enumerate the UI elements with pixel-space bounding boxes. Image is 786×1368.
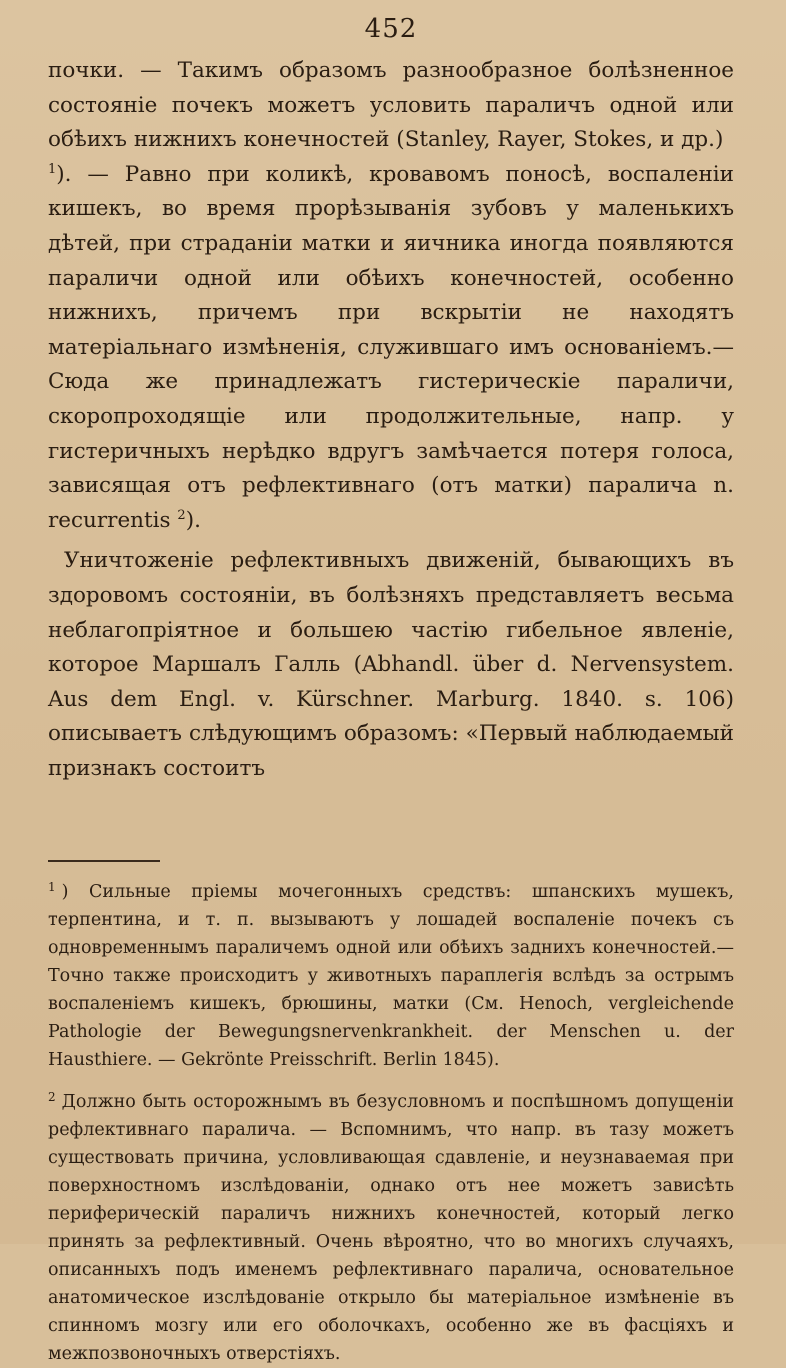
footnote-text: ) Сильные пріемы мочегонныхъ средствъ: шпанскихъ мушекъ, терпентина, и т. п. вызываютъ у лошадей воспаленіе почекъ съ одновременнымъ параличемъ одной или обѣихъ заднихъ конечностей.— Точно также происходитъ у животныхъ параплегія вслѣдъ за острымъ воспаленіемъ кишекъ, брюшины, матки (См. Henoch, vergleichende Pathologie der Bewegungsnervenkrankheit. der Menschen u. der Hausthiere. — Gekrönte Preisschrift. Berlin 1845). bbox=[48, 882, 734, 1071]
footnotes bbox=[48, 878, 734, 1368]
footnote-mark: 1 bbox=[48, 879, 56, 894]
footnote-reference: 2 bbox=[177, 507, 186, 523]
footnote-text: Должно быть осторожнымъ въ безусловномъ и поспѣшномъ допущеніи рефлективнаго паралича. — Вспомнимъ, что напр. въ тазу можетъ существовать причина, условливающая сдавленіе, и неузнаваемая при поверхностномъ изслѣдованіи, однако отъ нее можетъ зависѣть периферическій параличъ нижнихъ конечностей, который легко принять за рефлективный. Очень вѣроятно, что во многихъ случаяхъ, описанныхъ подъ именемъ рефлективнаго паралича, основательное анатомическое изслѣдованіе открыло бы матеріальное измѣненіе въ спинномъ мозгу или его оболочкахъ, особенно же въ фасціяхъ и межпозвоночныхъ отверстіяхъ. bbox=[48, 1092, 734, 1365]
paragraph-text: ). bbox=[185, 507, 201, 533]
footnote bbox=[48, 1088, 734, 1368]
paragraph-text: ). — Равно при коликѣ, кровавомъ поносѣ, воспаленіи кишекъ, во время прорѣзыванія зубовъ у маленькихъ дѣтей, при страданіи матки и яичника иногда появляются параличи одной или обѣихъ конечностей, особенно нижнихъ, причемъ при вскрытіи не находятъ матеріальнаго измѣненія, служившаго имъ основаніемъ.—Сюда же принадлежатъ гистерическіе параличи, скоропроходящіе или продолжительные, напр. у гистеричныхъ нерѣдко вдругъ замѣчается потеря голоса, зависящая отъ рефлективнаго (отъ матки) паралича n. recurrentis bbox=[48, 161, 734, 533]
paragraph-text: почки. — Такимъ образомъ разнообразное болѣзненное состояніе почекъ можетъ условить параличъ одной или обѣихъ нижнихъ конечностей (Stanley, Rayer, Stokes, и др.) bbox=[48, 58, 734, 153]
footnote-divider bbox=[48, 860, 160, 862]
footnote-mark: 2 bbox=[48, 1089, 56, 1104]
paragraph bbox=[48, 54, 734, 538]
page-number: 452 bbox=[364, 14, 418, 44]
paragraph: Уничтоженіе рефлективныхъ движеній, бывающихъ въ здоровомъ состояніи, въ болѣзняхъ представляетъ весьма неблагопріятное и большею частію гибельное явленіе, которое Маршалъ Галль (Abhandl. über d. Nervensystem. Aus dem Engl. v. Kürschner. Marburg. 1840. s. 106) описываетъ слѣдующимъ образомъ: «Первый наблюдаемый признакъ состоитъ bbox=[48, 548, 734, 781]
footnote-reference: 1 bbox=[48, 161, 57, 177]
main-text bbox=[48, 54, 734, 786]
footnote bbox=[48, 878, 734, 1074]
